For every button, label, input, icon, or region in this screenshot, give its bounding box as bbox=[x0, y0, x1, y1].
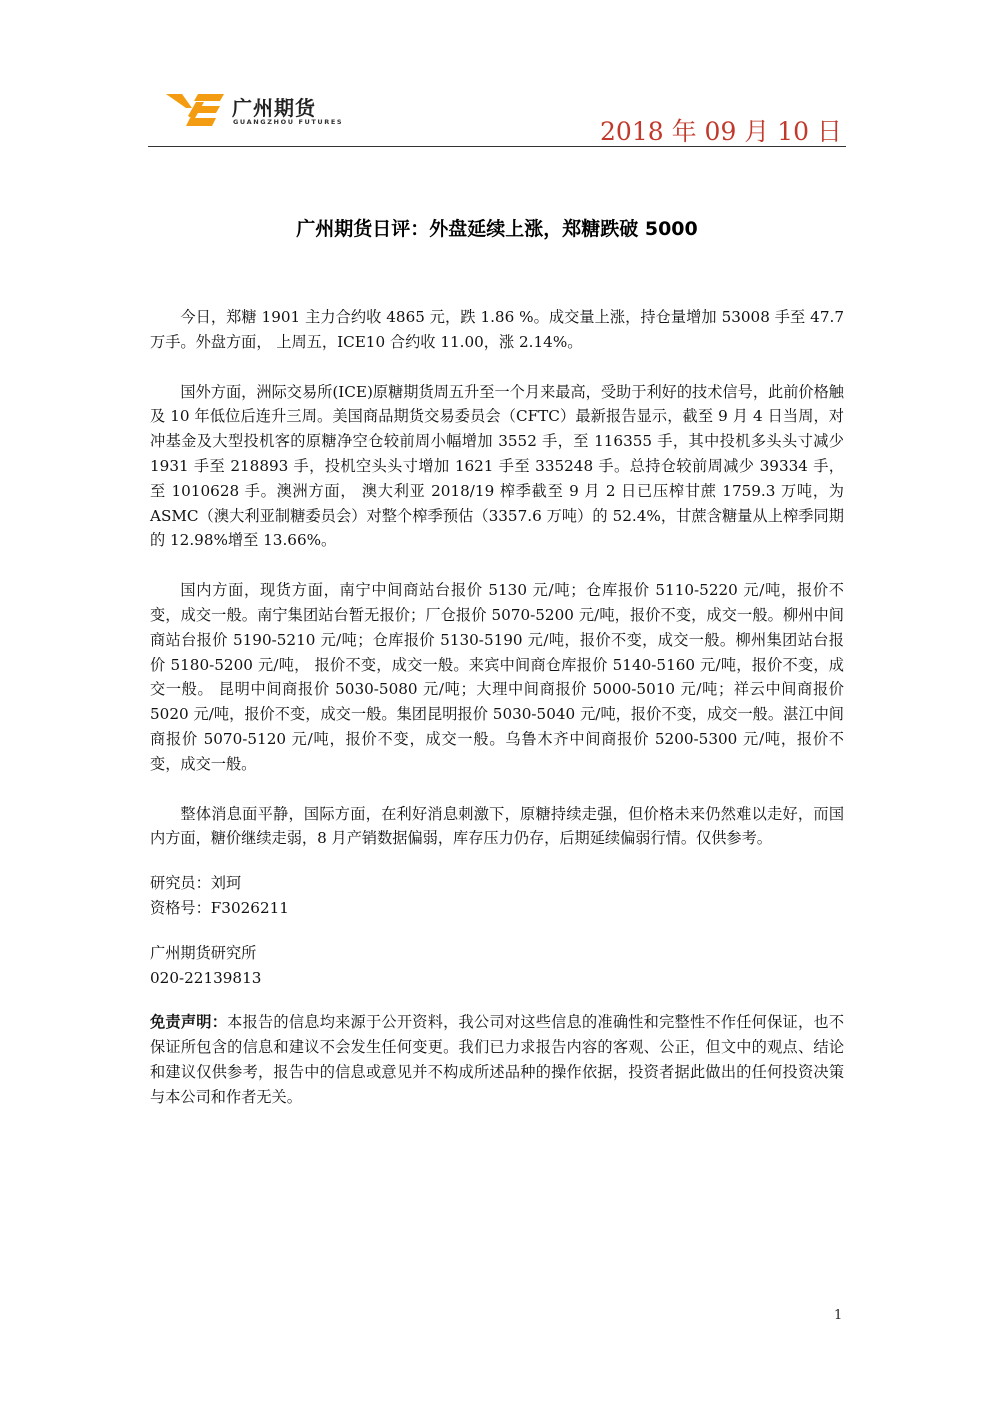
company-logo bbox=[166, 88, 376, 132]
disclaimer bbox=[150, 1010, 844, 1109]
institute-phone: 020-22139813 bbox=[150, 968, 262, 987]
report-header bbox=[148, 84, 846, 148]
paragraph-outlook: 整体消息面平静，国际方面，在利好消息刺激下，原糖持续走强，但价格未来仍然难以走好，而国内方面，糖价继续走弱，8 月产销数据偏弱，库存压力仍存，后期延续偏弱行情。仅供参考。 bbox=[150, 804, 844, 848]
disclaimer-label: 免责声明： bbox=[150, 1013, 228, 1032]
report-title: 广州期货日评：外盘延续上涨，郑糖跌破 5000 bbox=[296, 218, 698, 240]
logo-english-name: GUANGZHOU FUTURES bbox=[233, 118, 344, 126]
paragraph-domestic-spot: 国内方面，现货方面，南宁中间商站台报价 5130 元/吨；仓库报价 5110-5220 元/吨，报价不变，成交一般。南宁集团站台暂无报价；厂仓报价 5070-5200 元/吨，报价不变，成交一般。柳州中间商站台报价 5190-5210 元/吨；仓库报价 5130-5190 元/吨，报价不变，成交一般。柳州集团站台报价 5180-5200 元/吨， 报价不变，成交一般。来宾中间商仓库报价 5140-5160 元/吨，报价不变，成交一般。 昆明中间商报价 5030-5080 元/吨；大理中间商报价 5000-5010 元/吨；祥云中间商报价 5020 元/吨，报价不变，成交一般。集团昆明报价 5030-5040 元/吨，报价不变，成交一般。湛江中间商报价 5070-5120 元/吨，报价不变，成交一般。乌鲁木齐中间商报价 5200-5300 元/吨，报价不变，成交一般。 bbox=[150, 581, 844, 773]
researcher-name: 研究员：刘珂 bbox=[150, 874, 242, 893]
report-body bbox=[150, 305, 844, 1110]
researcher-license: 资格号：F3026211 bbox=[150, 898, 289, 917]
paragraph-market-summary: 今日，郑糖 1901 主力合约收 4865 元，跌 1.86 %。成交量上涨，持仓量增加 53008 手至 47.7 万手。外盘方面， 上周五，ICE10 合约收 11.00，涨 2.14%。 bbox=[150, 308, 844, 351]
disclaimer-text: 本报告的信息均来源于公开资料，我公司对这些信息的准确性和完整性不作任何保证，也不保证所包含的信息和建议不会发生任何变更。我们已力求报告内容的客观、公正，但文中的观点、结论和建议仅供参考，报告中的信息或意见并不构成所述品种的操作依据，投资者据此做出的任何投资决策与本公司和作者无关。 bbox=[150, 1013, 845, 1106]
report-date: 2018 年 09 月 10 日 bbox=[600, 117, 842, 146]
paragraph-international: 国外方面，洲际交易所(ICE)原糖期货周五升至一个月来最高，受助于利好的技术信号，此前价格触及 10 年低位后连升三周。美国商品期货交易委员会（CFTC）最新报告显示，截至 9 月 4 日当周，对冲基金及大型投机客的原糖净空仓较前周小幅增加 3552 手，至 116355 手，其中投机多头头寸减少 1931 手至 218893 手，投机空头头寸增加 1621 手至 335248 手。总持仓较前周减少 39334 手，至 1010628 手。澳洲方面， 澳大利亚 2018/19 榨季截至 9 月 2 日已压榨甘蔗 1759.3 万吨，为 ASMC（澳大利亚制糖委员会）对整个榨季预估（3357.6 万吨）的 52.4%，甘蔗含糖量从上榨季同期的 12.98%增至 13.66%。 bbox=[150, 382, 844, 550]
institute-name: 广州期货研究所 bbox=[150, 943, 257, 962]
logo-chinese-name: 广州期货 bbox=[232, 96, 316, 120]
header-divider bbox=[148, 146, 846, 147]
guangzhou-futures-logo-icon bbox=[166, 88, 226, 132]
page-number: 1 bbox=[834, 1308, 843, 1323]
